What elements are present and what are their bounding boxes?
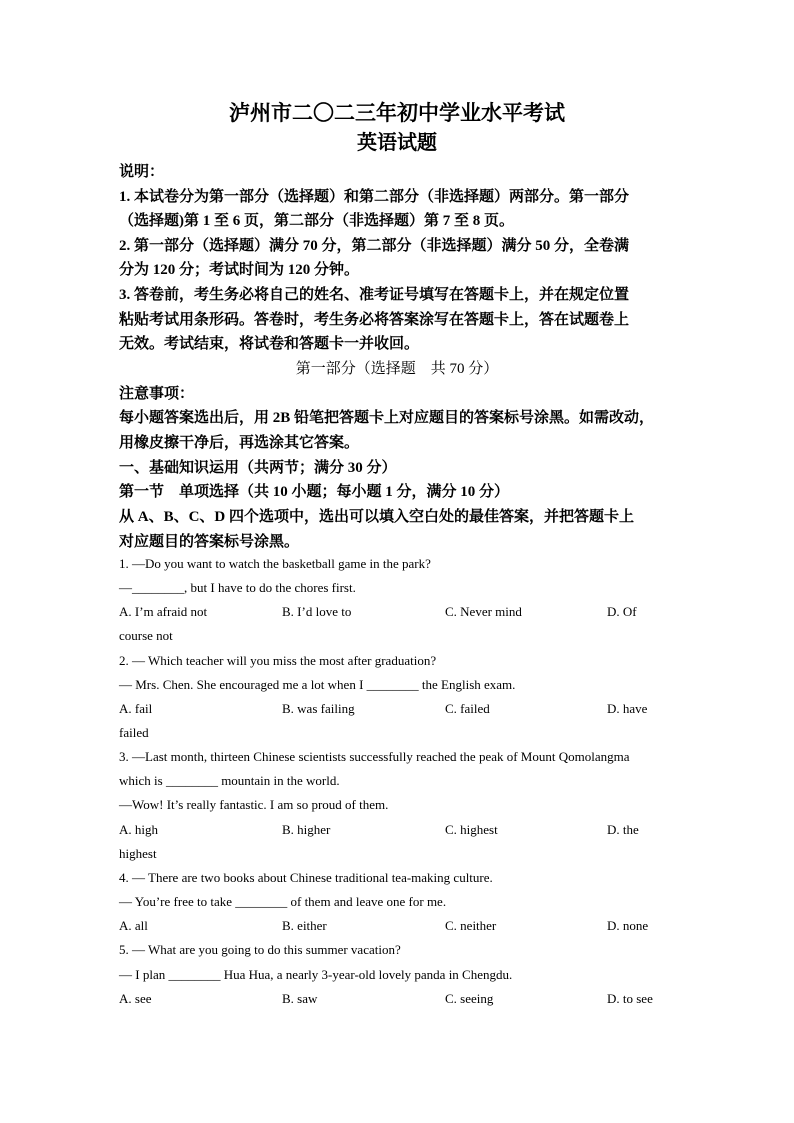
question-3-stem-cont: which is ________ mountain in the world. — [119, 773, 340, 788]
notes-line: 每小题答案选出后，用 2B 铅笔把答题卡上对应题目的答案标号涂黑。如需改动， — [119, 410, 655, 426]
instruction-line: 2. 第一部分（选择题）满分 70 分，第二部分（非选择题）满分 50 分，全卷满 — [119, 238, 630, 254]
question-5-stem: 5. — What are you going to do this summer vacation? — [119, 942, 401, 957]
question-2-dialog: — Mrs. Chen. She encouraged me a lot when I ________ the English exam. — [119, 677, 516, 692]
notes-line: 用橡皮擦干净后，再选涂其它答案。 — [119, 435, 360, 451]
question-1-option-d-wrap: course not — [119, 628, 173, 643]
question-3-option-b: B. higher — [282, 822, 331, 837]
part-title: 第一部分（选择题 共 70 分） — [295, 361, 499, 377]
question-3-option-a: A. high — [119, 822, 158, 837]
question-4-stem: 4. — There are two books about Chinese traditional tea-making culture. — [119, 870, 493, 885]
question-1-option-d: D. Of — [607, 604, 637, 619]
instruction-line: 无效。考试结束，将试卷和答题卡一并收回。 — [119, 336, 420, 352]
instruction-line: 分为 120 分；考试时间为 120 分钟。 — [119, 262, 360, 278]
question-3-option-c: C. highest — [445, 822, 498, 837]
question-4-option-d: D. none — [607, 918, 649, 933]
question-1-option-c: C. Never mind — [445, 604, 522, 619]
notes-heading: 注意事项： — [119, 386, 195, 402]
question-2-option-c: C. failed — [445, 701, 490, 716]
exam-title: 泸州市二〇二三年初中学业水平考试 — [229, 101, 565, 125]
question-5-option-b: B. saw — [282, 991, 318, 1006]
question-1-option-b: B. I’d love to — [282, 604, 352, 619]
question-5-option-d: D. to see — [607, 991, 653, 1006]
question-2-option-d-wrap: failed — [119, 725, 149, 740]
question-3-option-d: D. the — [607, 822, 639, 837]
question-1-dialog: —________, but I have to do the chores first. — [119, 580, 356, 595]
question-1-stem: 1. —Do you want to watch the basketball game in the park? — [119, 556, 431, 571]
question-2-option-d: D. have — [607, 701, 648, 716]
instruction-line: 粘贴考试用条形码。答卷时，考生务必将答案涂写在答题卡上，答在试题卷上 — [119, 312, 630, 328]
instruction-line: （选择题)第 1 至 6 页，第二部分（非选择题）第 7 至 8 页。 — [119, 213, 514, 229]
subsection-heading: 第一节 单项选择（共 10 小题；每小题 1 分，满分 10 分） — [119, 484, 510, 500]
exam-subtitle: 英语试题 — [357, 132, 437, 154]
direction-line: 对应题目的答案标号涂黑。 — [119, 534, 300, 550]
question-2-option-a: A. fail — [119, 701, 153, 716]
question-5-option-c: C. seeing — [445, 991, 494, 1006]
question-5-dialog: — I plan ________ Hua Hua, a nearly 3-year-old lovely panda in Chengdu. — [119, 967, 513, 982]
question-3-stem: 3. —Last month, thirteen Chinese scientists successfully reached the peak of Mount Qomolangma — [119, 749, 630, 764]
question-5-option-a: A. see — [119, 991, 152, 1006]
direction-line: 从 A、B、C、D 四个选项中，选出可以填入空白处的最佳答案，并把答题卡上 — [119, 509, 635, 525]
instruction-line: 3. 答卷前，考生务必将自己的姓名、准考证号填写在答题卡上，并在规定位置 — [119, 287, 630, 303]
question-4-option-a: A. all — [119, 918, 148, 933]
question-4-option-c: C. neither — [445, 918, 497, 933]
question-3-dialog: —Wow! It’s really fantastic. I am so proud of them. — [119, 797, 389, 812]
instruction-line: 1. 本试卷分为第一部分（选择题）和第二部分（非选择题）两部分。第一部分 — [119, 189, 630, 205]
instructions-heading: 说明： — [119, 164, 165, 180]
question-4-dialog: — You’re free to take ________ of them and leave one for me. — [119, 894, 447, 909]
question-4-option-b: B. either — [282, 918, 327, 933]
section-heading: 一、基础知识运用（共两节；满分 30 分） — [119, 460, 397, 476]
question-1-option-a: A. I’m afraid not — [119, 604, 208, 619]
question-2-stem: 2. — Which teacher will you miss the most after graduation? — [119, 653, 437, 668]
question-2-option-b: B. was failing — [282, 701, 355, 716]
question-3-option-d-wrap: highest — [119, 846, 157, 861]
